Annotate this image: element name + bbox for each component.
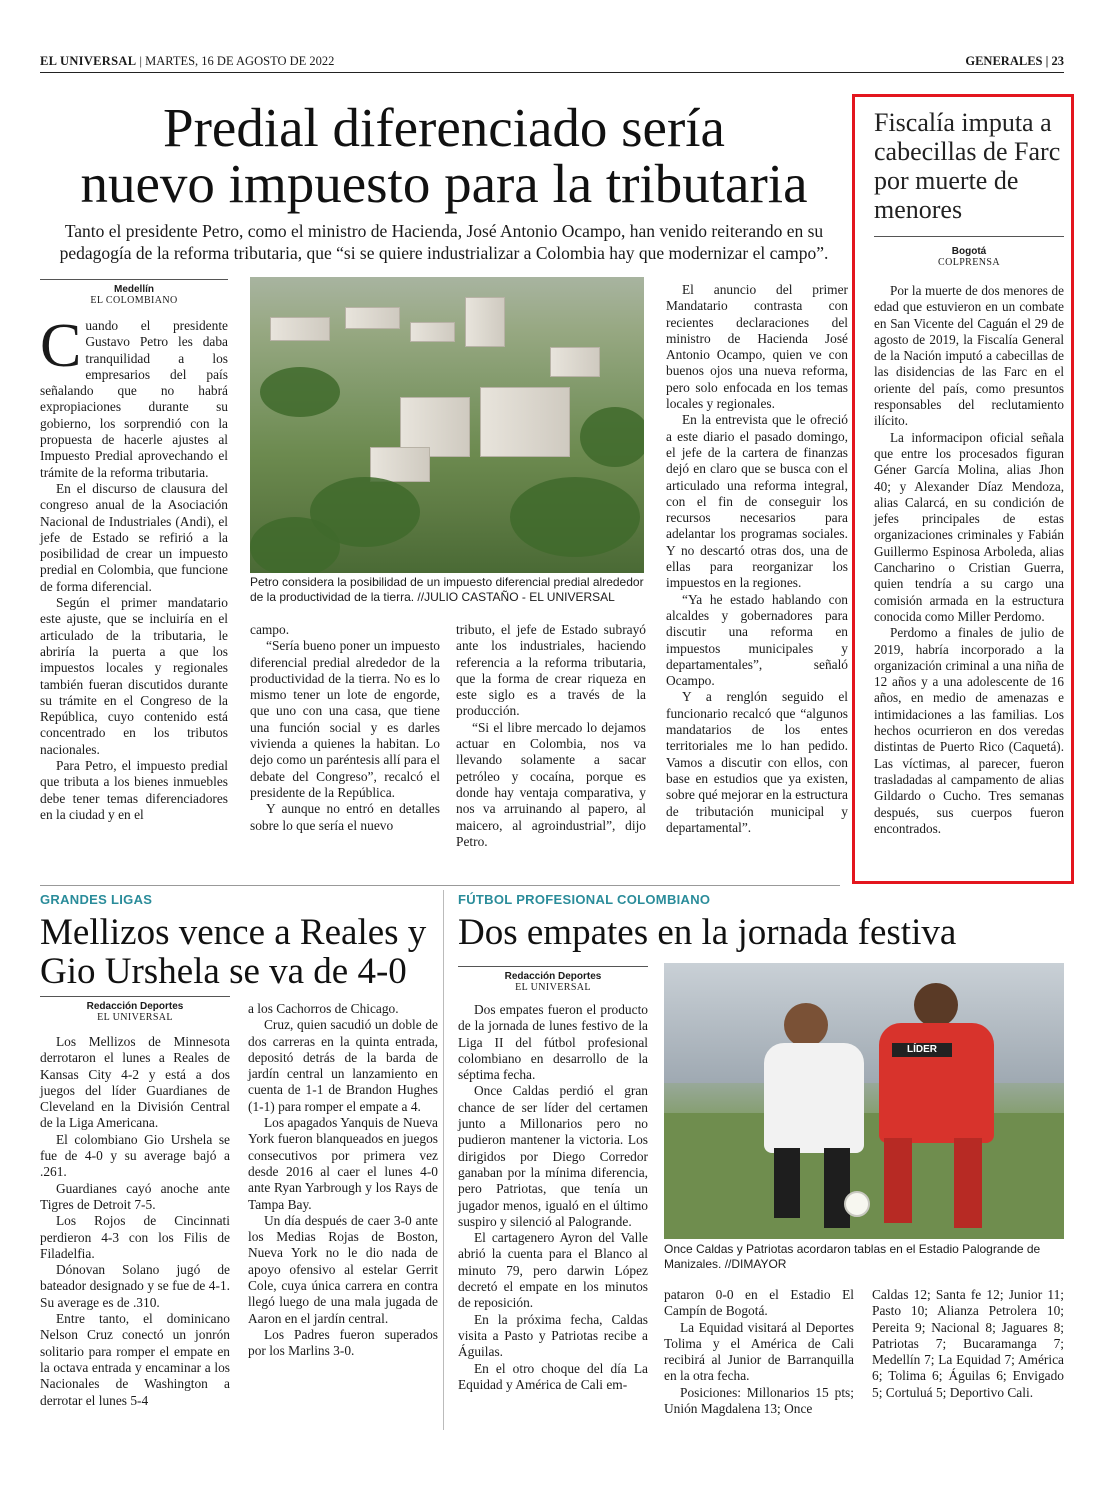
main-column-1 <box>40 312 228 823</box>
sidebar-rule <box>874 236 1064 237</box>
ligas-col2-p5: Los Padres fueron superados por los Marlins 3-0. <box>248 1326 438 1359</box>
main-col2-p2: “Sería bueno poner un impuesto diferencial predial alrededor de la productividad de la tierra. No es lo mismo tener un lote de engorde, que uno con una casa, que tiene una función social y es darles vivienda a quienes la habitan. Lo dejo como un paréntesis allí para el debate del Congreso”, recalcó el presidente de la República. <box>250 638 440 800</box>
main-deck <box>40 220 848 264</box>
ligas-col2-p2: Cruz, quien sacudió un doble de dos carreras en la quinta entrada, depositó detrás de la barda de jardín central un lanzamiento en cuenta de 1-1 de Brandon Hughes (1-1) para romper el empate a 4. <box>248 1017 438 1114</box>
sidebar-p2: La informacipon oficial señala que entre los procesados figuran Géner García Molina, alias Jhon 40; y Alexander Díaz Mendoza, alias Calarcá, en su condición de jefes principales de estas organizaciones criminales y Fabián Guillermo Espinosa Arboleda, alias Cancharino o Cristian Guerra, quien tendría a su cargo una comisión armada en la estructura conocida como Miller Perdomo. <box>874 429 1064 624</box>
main-column-2 <box>250 622 440 834</box>
ligas-byline-city: Redacción Deportes <box>86 1001 184 1012</box>
futbol-byline-city: Redacción Deportes <box>504 971 602 982</box>
futbol-photo-caption: Once Caldas y Patriotas acordaron tablas en el Estadio Palogrande de Manizales. //DIMAYOR <box>664 1242 1041 1271</box>
main-col4-p4: Y a renglón seguido el funcionario recalcó que “algunos mandatarios de los entes territoriales me lo han pedido. Vamos a discutir con ellos, con base en estudios que ya existen, sobre qué mejorar en la estructura de tributación municipal y departamental”. <box>666 689 848 835</box>
main-headline-line-1: Predial diferenciado sería <box>163 97 725 158</box>
ligas-headline: Mellizos vence a Reales y Gio Urshela se va de 4-0 <box>40 912 427 992</box>
soccer-match-photo <box>664 963 1064 1239</box>
futbol-col2-p1: pataron 0-0 en el Estadio El Campín de Bogotá. <box>664 1287 854 1319</box>
byline-source: EL COLOMBIANO <box>90 295 178 306</box>
main-col4-p3: “Ya he estado hablando con alcaldes y gobernadores para discutir una reforma en impuestos municipales y departamentales”, señaló Ocampo. <box>666 591 848 689</box>
issue-date: MARTES, 16 DE AGOSTO DE 2022 <box>145 54 335 68</box>
ligas-col1-p1: Los Mellizos de Minnesota derrotaron el lunes a Reales de Kansas City 4-2 y está a dos juegos del líder Guardianes de Cleveland en la División Central de la Liga Americana. <box>40 1034 230 1131</box>
newspaper-name: EL UNIVERSAL <box>40 54 137 68</box>
futbol-col1-p4: En la próxima fecha, Caldas visita a Pasto y Patriotas recibe a Águilas. <box>458 1311 648 1360</box>
ligas-col2-p1: a los Cachorros de Chicago. <box>248 1001 399 1016</box>
main-col1-p4: Para Petro, el impuesto predial que tributa a los bienes inmuebles debe tener temas diferenciadores en la ciudad y en el <box>40 758 228 822</box>
main-col4-p2: En la entrevista que le ofreció a este diario el pasado domingo, el jefe de la cartera de finanzas dejó en claro que se busca con el articulado una reforma integral, con el fin de conseguir los recursos necesarios para adelantar los programas sociales. Y no descartó otras dos, una de ellas para reorganizar los impuestos en la regiones. <box>666 412 848 591</box>
futbol-byline-rule <box>458 966 648 967</box>
ligas-col1-p3: Guardianes cayó anoche ante Tigres de Detroit 7-5. <box>40 1180 230 1212</box>
futbol-col1-p3: El cartagenero Ayron del Valle abrió la cuenta para el Blanco al minuto 79, pero darwin López decretó el empate en los minutos de reposición. <box>458 1230 648 1311</box>
ligas-col2-p4: Un día después de caer 3-0 ante los Medias Rojas de Boston, Nueva York no le dio nada de apoyo ofensivo al estelar Gerrit Cole, cuya única carrera en contra llegó luego de una mala jugada de Aaron en el jardín central. <box>248 1212 438 1326</box>
main-deck-line-2: pedagogía de la reforma tributaria, que “si se quiere industrializar a Colombia hay que modernizar el campo”. <box>59 243 829 263</box>
byline-rule <box>40 279 228 280</box>
main-column-4 <box>666 282 848 862</box>
byline-city: Medellín <box>113 284 154 295</box>
ligas-section-label: GRANDES LIGAS <box>40 892 153 907</box>
futbol-column-3 <box>872 1287 1064 1401</box>
sidebar-byline-city: Bogotá <box>951 246 987 257</box>
sidebar-p1: Por la muerte de dos menores de edad que estuvieron en un combate en San Vicente del Caguán el 29 de agosto de 2019, la Fiscalía General de la Nación imputó a cabecillas de las disidencias de las Farc en el oriente del país, como presuntos responsables del reclutamiento ilícito. <box>874 283 1064 429</box>
futbol-section-label: FÚTBOL PROFESIONAL COLOMBIANO <box>458 892 711 907</box>
main-col1-p3: Según el primer mandatario este ajuste, que se incluiría en el articulado de la tributaria, le abriría la puerta a que los impuestos locales y regionales también fueran discutidos durante su trámite en el Congreso de la República, cuyo contenido está concentrado en los tributos nacionales. <box>40 595 228 757</box>
sidebar-headline: Fiscalía imputa a cabecillas de Farc por muerte de menores <box>874 108 1061 224</box>
header-rule <box>40 72 1064 73</box>
section-divider <box>40 885 840 886</box>
main-headline-line-2: nuevo impuesto para la tributaria <box>80 153 808 214</box>
ligas-byline-rule <box>40 996 230 997</box>
futbol-col2-p2: La Equidad visitará al Deportes Tolima y el América de Cali recibirá al Junior de Barranquilla en la otra fecha. <box>664 1319 854 1384</box>
soccer-ball <box>844 1191 870 1217</box>
main-col3-p2: “Si el libre mercado lo dejamos actuar en Colombia, nos va llevando solamente a sacar petróleo y cocaína, porque es donde hay ventaja comparativa, y nos va arruinando al papero, al maicero, al agroindustrial”, dijo Petro. <box>456 719 646 849</box>
ligas-col1-p2: El colombiano Gio Urshela se fue de 4-0 y su average bajó a .261. <box>40 1131 230 1180</box>
drop-cap: C <box>40 312 82 380</box>
main-photo-caption: Petro considera la posibilidad de un impuesto diferencial predial alrededor de la productividad de la tierra. //JULIO CASTAÑO - EL UNIVERSAL <box>250 575 644 604</box>
main-col2-p3: Y aunque no entró en detalles sobre lo que sería el nuevo <box>250 801 440 833</box>
main-byline <box>40 284 228 306</box>
futbol-col2-p3: Posiciones: Millonarios 15 pts; Unión Magdalena 13; Once <box>664 1384 854 1417</box>
main-col1-p2: En el discurso de clausura del congreso anual de la Asociación Nacional de Industriales (Andi), el jefe de Estado se refirió a la posibilidad de crear un impuesto predial en Colombia, que funcione de forma diferencial. <box>40 480 228 594</box>
page-header-right <box>965 54 1064 69</box>
futbol-byline <box>458 971 648 993</box>
sidebar-p3: Perdomo a finales de julio de 2019, habría incorporado a la organización criminal a una niña de 12 años y a una adolescente de 16 años, en medio de amenazas e intimidaciones a las familias. Los hechos ocurrieron en dos veredas distintas de Puerto Rico (Caquetá). Las víctimas, al parecer, fueron trasladadas al campamento de alias Gildardo o Cucho. Tres semanas después, sus cuerpos fueron encontrados. <box>874 625 1064 836</box>
main-col2-p1: campo. <box>250 622 290 637</box>
aerial-city-photo <box>250 277 644 573</box>
ligas-col1-p4: Los Rojos de Cincinnati perdieron 4-3 con los Filis de Filadelfia. <box>40 1213 230 1261</box>
ligas-column-1 <box>40 1034 230 1409</box>
main-column-3 <box>456 622 646 850</box>
futbol-column-1 <box>458 1002 648 1393</box>
ligas-col1-p6: Entre tanto, el dominicano Nelson Cruz conectó un jonrón solitario para romper el empate en la octava entrada y encaminar a los Nacionales de Washington a derrotar el lunes 5-4 <box>40 1311 230 1408</box>
futbol-headline: Dos empates en la jornada festiva <box>458 912 957 953</box>
futbol-byline-source: EL UNIVERSAL <box>515 982 591 993</box>
main-headline <box>40 97 848 214</box>
sidebar-body <box>874 283 1064 837</box>
ligas-column-2 <box>248 1001 438 1360</box>
ligas-col1-p5: Dónovan Solano jugó de bateador designado y se fue de 4-1. Su average es de .310. <box>40 1262 230 1310</box>
main-col3-p1: tributo, el jefe de Estado subrayó ante los industriales, haciendo referencia a la reforma tributaria, que la forma de crear riqueza en este siglo es a través de la producción. <box>456 622 646 719</box>
main-col4-p1: El anuncio del primer Mandatario contrasta con recientes declaraciones del ministro de Hacienda José Antonio Ocampo, quien ve con buenos ojos una nueva reforma, pero solo enfocada en los temas locales y regionales. <box>666 282 848 412</box>
column-divider <box>443 890 444 1430</box>
futbol-col1-p5: En el otro choque del día La Equidad y América de Cali em- <box>458 1360 648 1392</box>
jersey-sponsor: LÍDER <box>892 1043 952 1057</box>
futbol-column-2 <box>664 1287 854 1417</box>
futbol-col1-p2: Once Caldas perdió el gran chance de ser líder del certamen junto a Millonarios pero no pudieron mantener la victoria. Los dirigidos por Diego Corredor ganaban por la mínima diferencia, pero Patriotas, que tenía un jugador menos, igualó en el último suspiro y silenció al Palogrande. <box>458 1083 648 1229</box>
main-deck-line-1: Tanto el presidente Petro, como el ministro de Hacienda, José Antonio Ocampo, han venido reiterando en su <box>64 221 824 241</box>
header-separator: | <box>139 54 146 68</box>
futbol-col3-p1: Caldas 12; Santa fe 12; Junior 11; Pasto 10; Alianza Petrolera 10; Pereita 9; Nacional 8; Jaguares 8; Patriotas 7; Bucaramanga 7; Medellín 7; La Equidad 7; América 6; Tolima 6; Águilas 6; Envigado 5; Cortuluá 5; Deportivo Cali. <box>872 1287 1064 1400</box>
main-col1-p1: uando el presidente Gustavo Petro les daba tranquilidad a los empresarios del país señalando que no habrá expropiaciones durante su gobierno, los sorprendió con la propuesta de hacerle ajustes al Impuesto Predial aprovechando el trámite de la reforma tributaria. <box>40 318 228 480</box>
page-header-left <box>40 54 334 69</box>
section-name: GENERALES <box>965 54 1043 68</box>
ligas-byline-source: EL UNIVERSAL <box>97 1012 173 1023</box>
sidebar-byline-source: COLPRENSA <box>938 257 1000 268</box>
sidebar-byline <box>874 246 1064 268</box>
ligas-byline <box>40 1001 230 1023</box>
ligas-col2-p3: Los apagados Yanquis de Nueva York fueron blanqueados en juegos consecutivos por primera vez desde 2016 al caer el lunes 4-0 ante Ryan Yarbrough y los Rays de Tampa Bay. <box>248 1115 438 1212</box>
futbol-col1-p1: Dos empates fueron el producto de la jornada de lunes festivo de la Liga II del fútbol profesional colombiano en desarrollo de la séptima fecha. <box>458 1002 648 1083</box>
page-number: 23 <box>1051 54 1064 68</box>
header-separator-right: | <box>1042 54 1052 68</box>
